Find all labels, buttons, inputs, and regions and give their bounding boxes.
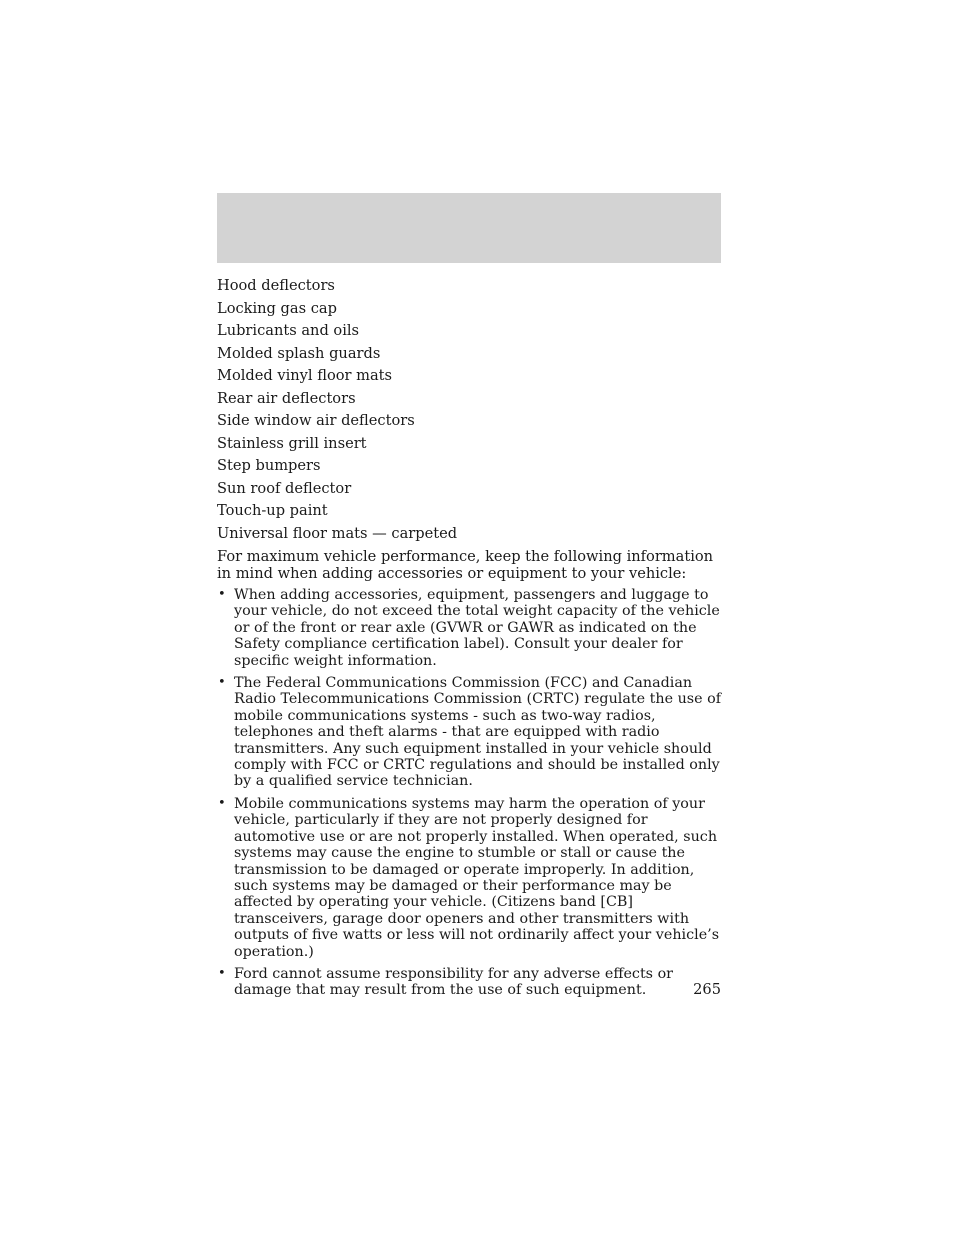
bullet-item-responsibility xyxy=(217,966,724,999)
accessory-item: Side window air deflectors xyxy=(217,412,415,429)
bullet-text: Ford cannot assume responsibility for any adverse effects or damage that may result from the use of such equipment. xyxy=(234,965,674,999)
bullet-item-fcc xyxy=(217,675,724,790)
bullet-text: Mobile communications systems may harm the operation of your vehicle, particularly if they are not properly designed for automotive use or are not properly installed. When operated, such systems may cause the engine to stumble or stall or cause the transmission to be damaged or operate improperly. In addition, such systems may be damaged or their performance may be affected by operating your vehicle. (Citizens band [CB] transceivers, garage door openers and other transmitters with outputs of five watts or less will not ordinarily affect your vehicle’s operation.) xyxy=(234,795,720,960)
accessory-item: Lubricants and oils xyxy=(217,322,360,339)
guidance-bullet-list xyxy=(217,587,727,999)
bullet-item-weight xyxy=(217,587,724,669)
accessory-item: Step bumpers xyxy=(217,457,321,474)
accessory-item: Touch-up paint xyxy=(217,502,328,519)
intro-paragraph: For maximum vehicle performance, keep the following information in mind when adding accessories or equipment to your vehicle: xyxy=(217,548,714,582)
accessory-item: Locking gas cap xyxy=(217,299,337,317)
section-header-band xyxy=(217,193,721,263)
bullet-text: When adding accessories, equipment, passengers and luggage to your vehicle, do not exceed the total weight capacity of the vehicle or of the front or rear axle (GVWR or GAWR as indicated on the Safety compliance certification label). Consult your dealer for specific weight information. xyxy=(234,587,720,669)
accessory-item: Molded vinyl floor mats xyxy=(217,367,393,384)
accessory-item: Molded splash guards xyxy=(217,344,381,362)
bullet-icon: • xyxy=(218,965,226,981)
accessory-item: Sun roof deflector xyxy=(217,479,352,497)
accessory-item: Stainless grill insert xyxy=(217,434,367,452)
accessory-item: Hood deflectors xyxy=(217,277,335,294)
accessory-list xyxy=(217,275,727,545)
bullet-text: The Federal Communications Commission (FCC) and Canadian Radio Telecommunications Commission (CRTC) regulate the use of mobile communications systems - such as two-way radios, telephones and theft alarms - that are equipped with radio transmitters. Any such equipment installed in your vehicle should comply with FCC or CRTC regulations and should be installed only by a qualified service technician. xyxy=(234,675,722,790)
page-number: 265 xyxy=(693,981,721,998)
accessory-item: Universal floor mats — carpeted xyxy=(217,524,458,542)
bullet-icon: • xyxy=(218,795,226,811)
bullet-icon: • xyxy=(218,587,226,602)
accessory-item: Rear air deflectors xyxy=(217,389,356,407)
bullet-icon: • xyxy=(218,675,226,691)
page-content xyxy=(217,275,727,1005)
bullet-item-mobile-systems xyxy=(217,796,724,960)
